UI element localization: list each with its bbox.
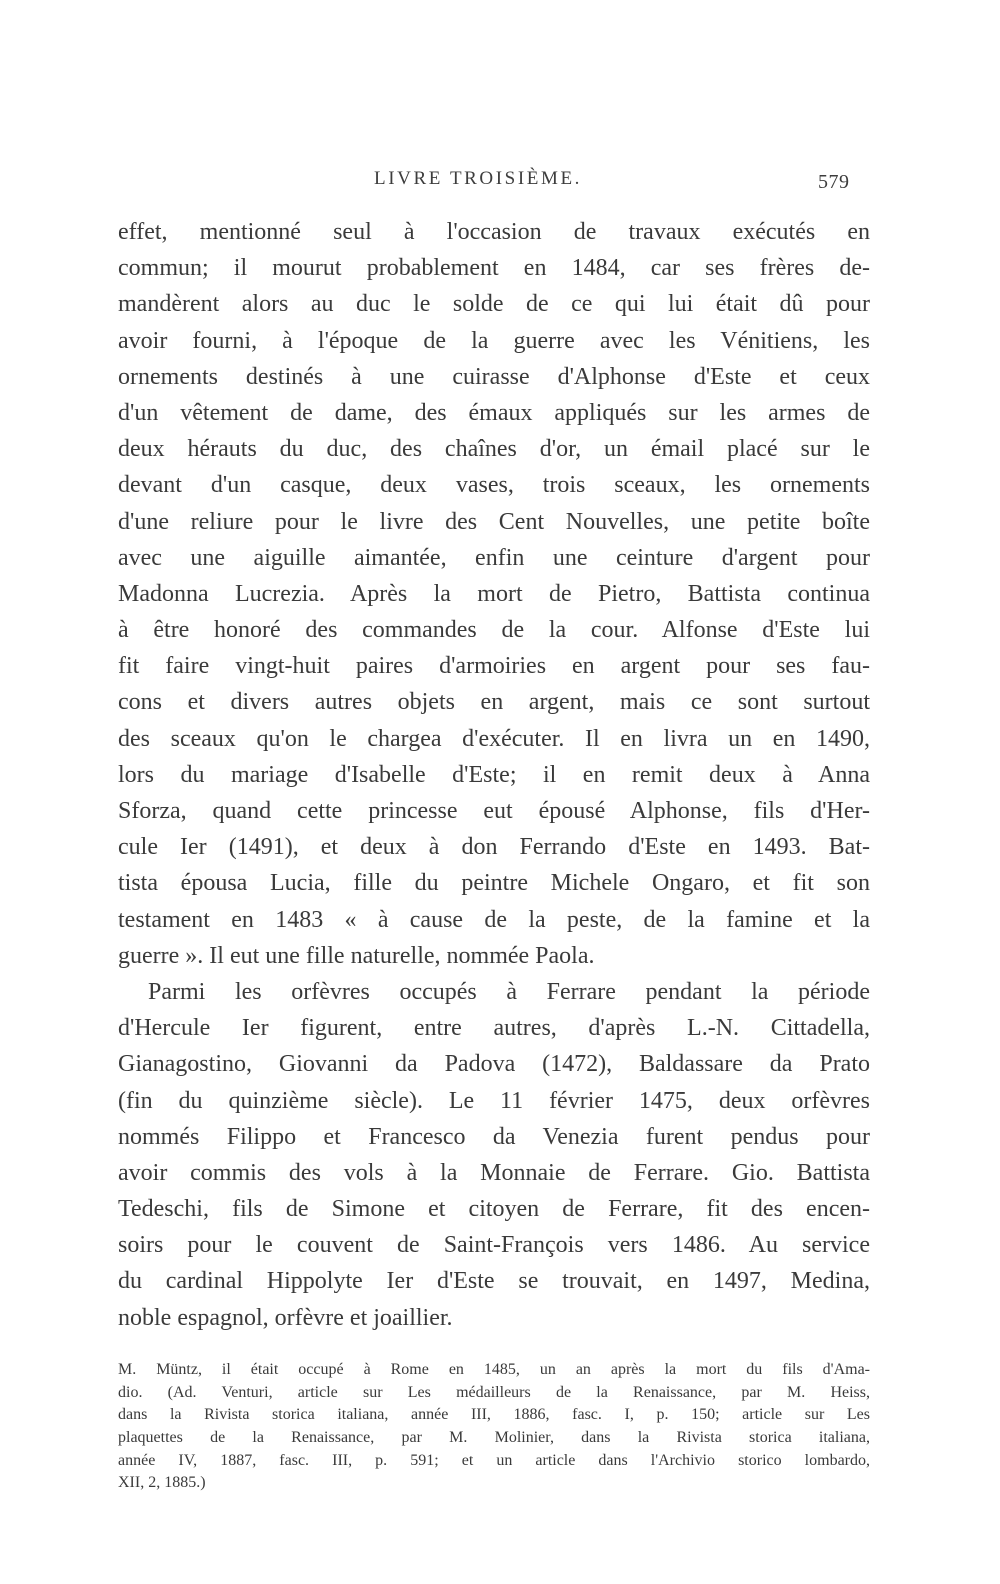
text-line: ornements destinés à une cuirasse d'Alphonse d'Este et ceux: [118, 363, 870, 390]
footnote-line: année IV, 1887, fasc. III, p. 591; et un article dans l'Archivio storico lombardo,: [118, 1451, 870, 1469]
text-line: effet, mentionné seul à l'occasion de travaux exécutés en: [118, 219, 870, 245]
text-line: lors du mariage d'Isabelle d'Este; il en remit deux à Anna: [118, 761, 870, 788]
footnote-line: dio. (Ad. Venturi, article sur Les médailleurs de la Renaissance, par M. Heiss,: [118, 1383, 870, 1401]
text-line: soirs pour le couvent de Saint-François vers 1486. Au service: [118, 1232, 870, 1259]
text-line: tista épousa Lucia, fille du peintre Michele Ongaro, et fit son: [118, 870, 870, 897]
footnote-line: XII, 2, 1885.): [118, 1474, 206, 1492]
text-line: (fin du quinzième siècle). Le 11 février 1475, deux orfèvres: [118, 1087, 870, 1114]
text-line: cons et divers autres objets en argent, mais ce sont surtout: [118, 689, 870, 716]
text-line: d'Hercule Ier figurent, entre autres, d'après L.-N. Cittadella,: [118, 1015, 870, 1042]
text-line: Madonna Lucrezia. Après la mort de Pietro, Battista continua: [118, 580, 870, 607]
text-line: Parmi les orfèvres occupés à Ferrare pendant la période: [148, 978, 870, 1005]
text-line: à être honoré des commandes de la cour. Alfonse d'Este lui: [118, 617, 870, 644]
text-line: guerre ». Il eut une fille naturelle, nommée Paola.: [118, 942, 595, 969]
text-line: Sforza, quand cette princesse eut épousé Alphonse, fils d'Her-: [118, 798, 870, 824]
text-line: d'un vêtement de dame, des émaux appliqués sur les armes de: [118, 399, 870, 426]
text-line: fit faire vingt-huit paires d'armoiries en argent pour ses fau-: [118, 653, 870, 680]
text-line: Gianagostino, Giovanni da Padova (1472), Baldassare da Prato: [118, 1051, 870, 1078]
footnote: [118, 1359, 870, 1495]
text-line: devant d'un casque, deux vases, trois sceaux, les ornements: [118, 472, 870, 499]
text-line: avoir commis des vols à la Monnaie de Ferrare. Gio. Battista: [118, 1159, 870, 1186]
text-line: avoir fourni, à l'époque de la guerre avec les Vénitiens, les: [118, 327, 870, 354]
text-line: des sceaux qu'on le chargea d'exécuter. Il en livra un en 1490,: [118, 725, 870, 752]
text-line: commun; il mourut probablement en 1484, car ses frères de-: [118, 255, 870, 282]
text-line: nommés Filippo et Francesco da Venezia furent pendus pour: [118, 1123, 870, 1150]
footnote-line: M. Müntz, il était occupé à Rome en 1485, un an après la mort du fils d'Ama-: [118, 1361, 870, 1378]
text-line: deux hérauts du duc, des chaînes d'or, un émail placé sur le: [118, 436, 870, 463]
text-line: avec une aiguille aimantée, enfin une ceinture d'argent pour: [118, 544, 870, 571]
text-line: cule Ier (1491), et deux à don Ferrando d'Este en 1493. Bat-: [118, 834, 870, 861]
text-line: noble espagnol, orfèvre et joaillier.: [118, 1304, 453, 1331]
text-line: testament en 1483 « à cause de la peste, de la famine et la: [118, 906, 870, 933]
page-number: 579: [818, 171, 850, 193]
text-line: du cardinal Hippolyte Ier d'Este se trouvait, en 1497, Medina,: [118, 1268, 870, 1295]
footnote-line: plaquettes de la Renaissance, par M. Molinier, dans la Rivista storica italiana,: [118, 1429, 870, 1447]
main-text: [118, 214, 870, 1336]
text-line: mandèrent alors au duc le solde de ce qui lui était dû pour: [118, 291, 870, 318]
text-line: d'une reliure pour le livre des Cent Nouvelles, une petite boîte: [118, 508, 870, 535]
running-title: LIVRE TROISIÈME.: [374, 168, 583, 189]
footnote-line: dans la Rivista storica italiana, année III, 1886, fasc. I, p. 150; article sur Les: [118, 1406, 870, 1424]
text-line: Tedeschi, fils de Simone et citoyen de Ferrare, fit des encen-: [118, 1196, 870, 1223]
